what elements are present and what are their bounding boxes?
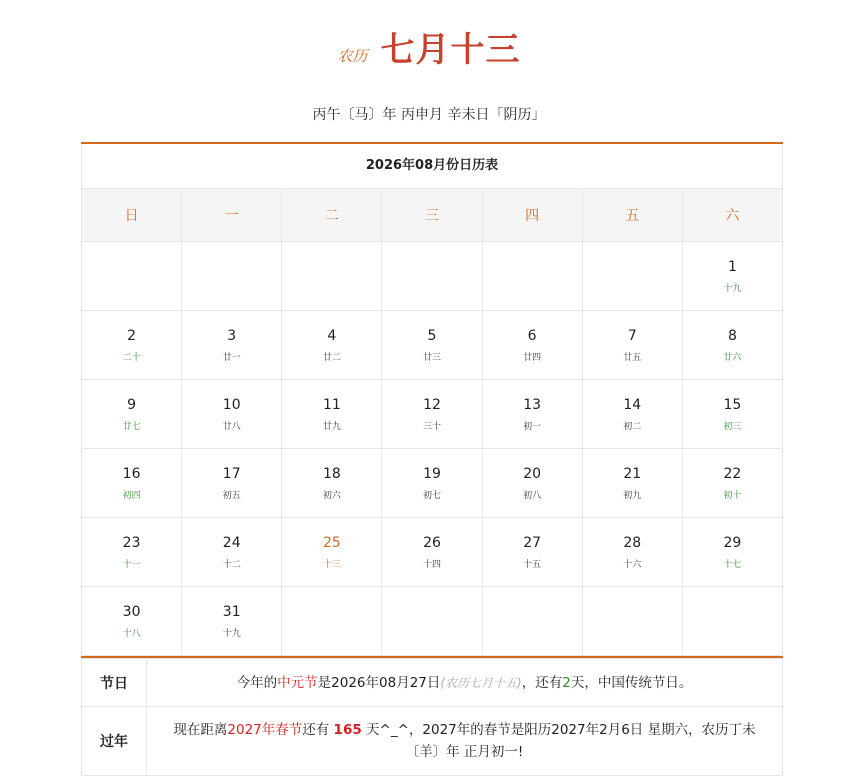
day-lunar-date: 十一 — [122, 559, 141, 570]
calendar-empty-cell — [382, 242, 482, 311]
day-number: 5 — [427, 327, 437, 344]
day-lunar-date: 十五 — [523, 559, 542, 570]
day-lunar-date: 初八 — [523, 490, 542, 501]
day-number: 14 — [623, 396, 642, 413]
calendar-day-cell[interactable] — [382, 380, 482, 449]
day-lunar-date: 廿七 — [122, 421, 141, 432]
calendar-day-cell[interactable] — [282, 449, 382, 518]
day-lunar-date: 二十 — [122, 352, 141, 363]
holiday-festival-name: 中元节 — [277, 674, 318, 691]
calendar-empty-cell — [282, 242, 382, 311]
ganzhi-line: 丙午〔马〕年 丙申月 辛未日「阴历」 — [312, 107, 546, 123]
day-lunar-date: 廿二 — [322, 352, 341, 363]
day-lunar-date: 十三 — [322, 559, 341, 570]
day-number: 20 — [523, 465, 542, 482]
calendar-empty-cell — [382, 587, 482, 656]
day-lunar-date: 初一 — [523, 421, 542, 432]
day-lunar-date: 十四 — [422, 559, 441, 570]
calendar-table — [81, 144, 783, 656]
day-number: 28 — [623, 534, 642, 551]
holiday-label: 节日 — [82, 659, 147, 707]
day-lunar-date: 十六 — [623, 559, 642, 570]
newyear-text: 现在距离 — [173, 722, 228, 738]
day-number: 6 — [527, 327, 537, 344]
day-number: 29 — [723, 534, 742, 551]
calendar-day-cell[interactable] — [382, 449, 482, 518]
calendar-empty-cell — [682, 587, 782, 656]
day-number: 9 — [127, 396, 137, 413]
day-number: 11 — [322, 396, 341, 413]
weekday-header: 四 — [482, 189, 582, 242]
calendar-day-cell[interactable] — [582, 449, 682, 518]
day-number: 26 — [423, 534, 441, 551]
day-lunar-date: 初四 — [122, 490, 141, 501]
calendar-day-cell[interactable] — [282, 518, 382, 587]
day-lunar-date: 廿八 — [222, 421, 241, 432]
calendar-day-cell[interactable] — [182, 380, 282, 449]
calendar-empty-cell — [282, 587, 382, 656]
lunar-date-title: 七月十三 — [380, 30, 521, 70]
newyear-text: 还有 — [302, 722, 334, 738]
calendar-empty-cell — [182, 242, 282, 311]
day-lunar-date: 廿五 — [623, 352, 642, 363]
calendar-body — [82, 242, 783, 656]
day-lunar-date: 初五 — [222, 490, 241, 501]
calendar-container — [81, 142, 783, 656]
newyear-content — [147, 707, 783, 776]
day-lunar-date: 十九 — [222, 628, 241, 639]
day-number: 17 — [222, 465, 241, 482]
day-lunar-date: 十九 — [723, 283, 742, 294]
holiday-text: 今年的 — [236, 674, 278, 691]
lunar-date-header — [0, 22, 858, 72]
day-lunar-date: 三十 — [422, 421, 441, 432]
weekday-header: 日 — [82, 189, 182, 242]
day-number: 10 — [222, 396, 241, 413]
calendar-day-cell[interactable] — [82, 380, 182, 449]
day-number: 21 — [623, 465, 642, 482]
calendar-week-row — [82, 587, 783, 656]
calendar-day-cell[interactable] — [482, 449, 582, 518]
day-number: 7 — [627, 327, 637, 344]
newyear-label: 过年 — [82, 707, 147, 776]
weekday-header-row — [82, 189, 783, 242]
day-lunar-date: 十八 — [122, 628, 141, 639]
calendar-day-cell[interactable] — [382, 518, 482, 587]
holiday-lunar-note: (农历七月十五) — [440, 675, 522, 690]
weekday-header: 二 — [282, 189, 382, 242]
calendar-day-cell[interactable] — [682, 518, 782, 587]
day-lunar-date: 廿六 — [723, 352, 742, 363]
day-lunar-date: 十二 — [222, 559, 241, 570]
calendar-day-cell[interactable] — [682, 449, 782, 518]
day-number: 16 — [122, 465, 141, 482]
calendar-day-cell[interactable] — [482, 518, 582, 587]
day-number: 4 — [327, 327, 337, 344]
calendar-day-cell[interactable] — [582, 380, 682, 449]
calendar-day-cell[interactable] — [282, 380, 382, 449]
holiday-row — [82, 659, 783, 707]
newyear-row — [82, 707, 783, 776]
day-number: 12 — [423, 396, 441, 413]
day-number: 8 — [727, 327, 737, 344]
calendar-day-cell[interactable] — [82, 311, 182, 380]
calendar-day-cell[interactable] — [282, 311, 382, 380]
calendar-empty-cell — [582, 587, 682, 656]
calendar-day-cell[interactable] — [182, 449, 282, 518]
weekday-header: 五 — [582, 189, 682, 242]
holiday-content — [147, 659, 783, 707]
day-number: 18 — [322, 465, 341, 482]
calendar-day-cell[interactable] — [582, 311, 682, 380]
calendar-day-cell[interactable] — [482, 311, 582, 380]
day-lunar-date: 廿四 — [523, 352, 542, 363]
weekday-header: 三 — [382, 189, 482, 242]
holiday-text: 是2026年08月27日 — [317, 674, 441, 691]
day-lunar-date: 廿三 — [422, 352, 441, 363]
day-number: 27 — [523, 534, 542, 551]
calendar-empty-cell — [82, 242, 182, 311]
calendar-day-cell[interactable] — [82, 587, 182, 656]
calendar-day-cell[interactable] — [182, 587, 282, 656]
calendar-empty-cell — [482, 242, 582, 311]
day-number: 15 — [723, 396, 742, 413]
calendar-week-row — [82, 311, 783, 380]
day-number: 24 — [222, 534, 241, 551]
day-lunar-date: 初三 — [723, 421, 742, 432]
calendar-day-cell[interactable] — [382, 311, 482, 380]
day-lunar-date: 初七 — [422, 490, 441, 501]
calendar-empty-cell — [582, 242, 682, 311]
calendar-title: 2026年08月份日历表 — [81, 144, 783, 188]
newyear-days-count: 165 — [333, 722, 362, 738]
day-lunar-date: 廿一 — [222, 352, 241, 363]
calendar-day-cell[interactable] — [582, 518, 682, 587]
holiday-text: 天，中国传统节日。 — [570, 674, 693, 691]
calendar-day-cell[interactable] — [82, 449, 182, 518]
calendar-week-row — [82, 518, 783, 587]
day-number: 23 — [122, 534, 141, 551]
calendar-week-row — [82, 449, 783, 518]
day-lunar-date: 初六 — [322, 490, 341, 501]
day-number: 22 — [723, 465, 742, 482]
day-number: 3 — [227, 327, 237, 344]
calendar-day-cell[interactable] — [82, 518, 182, 587]
day-number: 19 — [423, 465, 441, 482]
day-lunar-date: 初十 — [723, 490, 742, 501]
weekday-header: 一 — [182, 189, 282, 242]
newyear-text: 天^_^，2027年的春节是阳历2027年2月6日 星期六，农历丁未〔羊〕年 正月初一! — [361, 722, 756, 760]
day-lunar-date: 廿九 — [322, 421, 341, 432]
day-number: 2 — [127, 327, 137, 344]
day-lunar-date: 初九 — [623, 490, 642, 501]
newyear-festival-name: 2027年春节 — [227, 722, 303, 738]
holiday-text: ，还有 — [521, 674, 563, 691]
calendar-empty-cell — [482, 587, 582, 656]
calendar-week-row — [82, 380, 783, 449]
calendar-day-cell[interactable] — [682, 311, 782, 380]
day-number: 30 — [122, 603, 141, 620]
calendar-day-cell[interactable] — [482, 380, 582, 449]
day-lunar-date: 十七 — [723, 559, 742, 570]
info-table — [81, 658, 783, 776]
day-number: 25 — [322, 534, 341, 551]
day-number: 13 — [523, 396, 542, 413]
calendar-day-cell[interactable] — [182, 518, 282, 587]
holiday-days-count: 2 — [562, 674, 571, 691]
day-lunar-date: 初二 — [623, 421, 642, 432]
info-container — [81, 656, 783, 776]
day-number: 31 — [222, 603, 241, 620]
calendar-day-cell[interactable] — [682, 242, 782, 311]
calendar-day-cell[interactable] — [182, 311, 282, 380]
calendar-day-cell[interactable] — [682, 380, 782, 449]
lunar-prefix: 农历 — [337, 47, 368, 65]
calendar-week-row — [82, 242, 783, 311]
day-number: 1 — [727, 258, 737, 275]
weekday-header: 六 — [682, 189, 782, 242]
